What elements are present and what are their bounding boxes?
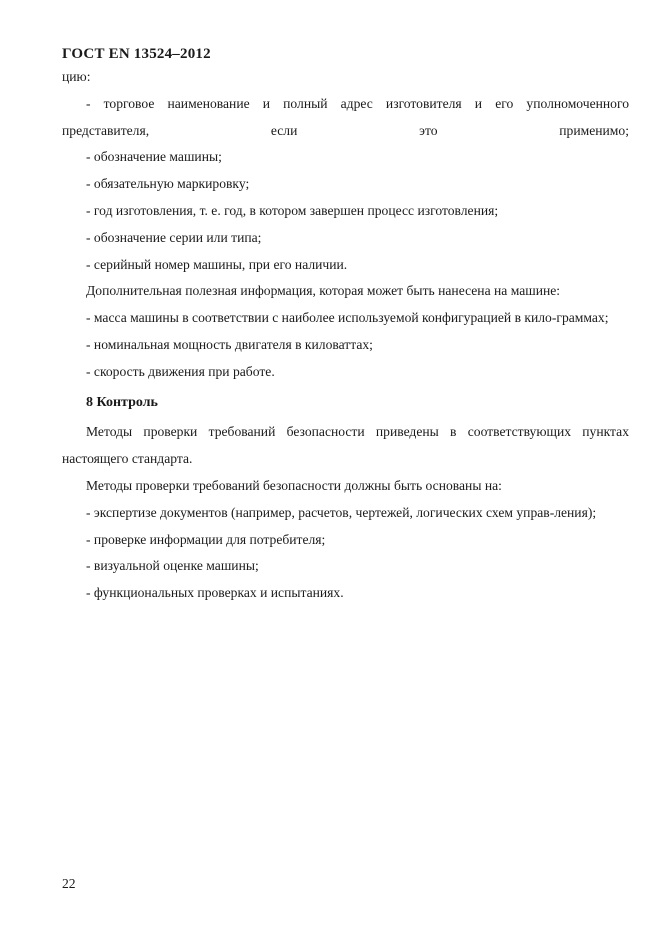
list-item-mandatory-marking: - обязательную маркировку; bbox=[86, 176, 250, 192]
list-item-visual-assessment: - визуальной оценке машины; bbox=[86, 558, 259, 574]
page-body bbox=[62, 64, 629, 607]
list-item-serial-number: - серийный номер машины, при его наличии. bbox=[86, 256, 348, 272]
paragraph-additional-info: Дополнительная полезная информация, которая может быть нанесена на машине: bbox=[86, 283, 561, 299]
list-item-year: - год изготовления, т. е. год, в котором завершен процесс изготовления; bbox=[86, 202, 499, 218]
paragraph-methods-given: Методы проверки требований безопасности приведены в соответствующих пунктах настоящего стандарта. bbox=[62, 424, 629, 467]
list-item-series-type: - обозначение серии или типа; bbox=[86, 229, 262, 245]
list-item-engine-power: - номинальная мощность двигателя в киловаттах; bbox=[86, 336, 373, 352]
section-heading: 8 Контроль bbox=[86, 394, 158, 410]
paragraph-methods-based: Методы проверки требований безопасности должны быть основаны на: bbox=[86, 477, 502, 493]
list-item-speed: - скорость движения при работе. bbox=[86, 363, 275, 379]
list-item-functional-tests: - функциональных проверках и испытаниях. bbox=[86, 585, 344, 601]
paragraph-continuation: цию: bbox=[62, 69, 91, 84]
list-item-machine-designation: - обозначение машины; bbox=[86, 149, 222, 165]
list-item-mass: - масса машины в соответствии с наиболее используемой конфигурацией в кило-граммах; bbox=[86, 310, 609, 326]
page-number: 22 bbox=[62, 876, 76, 891]
list-item-trade-name: - торговое наименование и полный адрес изготовителя и его уполномоченного представителя, если это применимо; bbox=[62, 95, 629, 138]
document-header: ГОСТ EN 13524–2012 bbox=[62, 46, 211, 62]
list-item-document-review: - экспертизе документов (например, расчетов, чертежей, логических схем управ-ления); bbox=[86, 504, 597, 520]
list-item-info-check: - проверке информации для потребителя; bbox=[86, 531, 326, 547]
